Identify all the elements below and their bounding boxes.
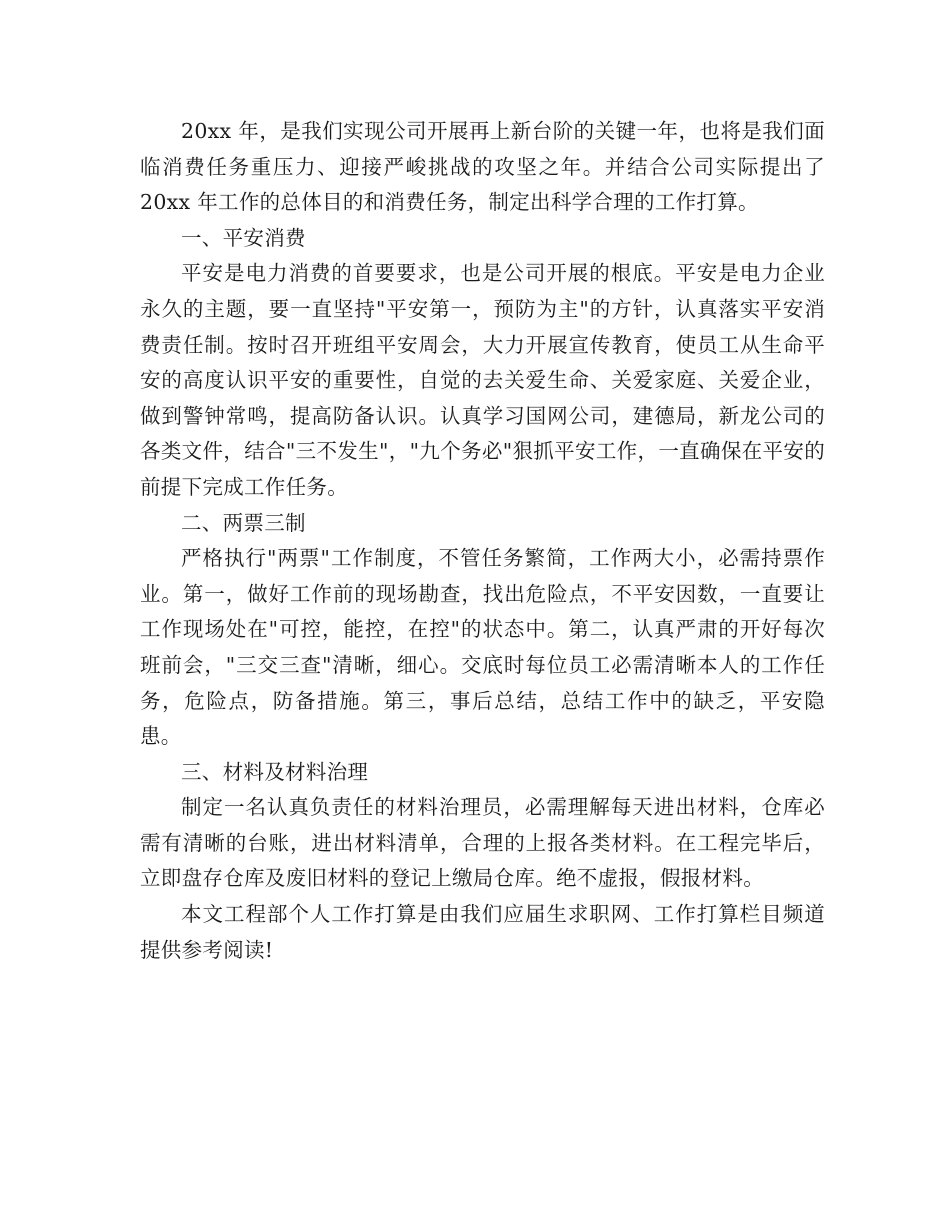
intro-paragraph: 20xx 年，是我们实现公司开展再上新台阶的关键一年，也将是我们面临消费任务重压力、迎接严峻挑战的攻坚之年。并结合公司实际提出了 20xx 年工作的总体目的和消费任务，制定出科学合理的工作打算。	[140, 119, 825, 215]
section-heading-safety: 一、平安消费	[181, 225, 306, 250]
section-heading-two-tickets: 二、两票三制	[181, 510, 306, 535]
materials-paragraph: 制定一名认真负责任的材料治理员，必需理解每天进出材料，仓库必需有清晰的台账，进出材料清单，合理的上报各类材料。在工程完毕后，立即盘存仓库及废旧材料的登记上缴局仓库。绝不虚报，假报材料。	[140, 795, 825, 891]
document-page	[140, 114, 825, 968]
section-heading-materials: 三、材料及材料治理	[181, 759, 369, 784]
safety-paragraph: 平安是电力消费的首要要求，也是公司开展的根底。平安是电力企业永久的主题，要一直坚持"平安第一，预防为主"的方针，认真落实平安消费责任制。按时召开班组平安周会，大力开展宣传教育，使员工从生命平安的高度认识平安的重要性，自觉的去关爱生命、关爱家庭、关爱企业，做到警钟常鸣，提高防备认识。认真学习国网公司，建德局，新龙公司的各类文件，结合"三不发生"，"九个务必"狠抓平安工作，一直确保在平安的前提下完成工作任务。	[140, 261, 825, 499]
two-tickets-paragraph: 严格执行"两票"工作制度，不管任务繁简，工作两大小，必需持票作业。第一，做好工作前的现场勘查，找出危险点，不平安因数，一直要让工作现场处在"可控，能控，在控"的状态中。第二，认真严肃的开好每次班前会，"三交三查"清晰，细心。交底时每位员工必需清晰本人的工作任务，危险点，防备措施。第三，事后总结，总结工作中的缺乏，平安隐患。	[140, 546, 825, 749]
closing-paragraph: 本文工程部个人工作打算是由我们应届生求职网、工作打算栏目频道提供参考阅读!	[140, 902, 825, 962]
